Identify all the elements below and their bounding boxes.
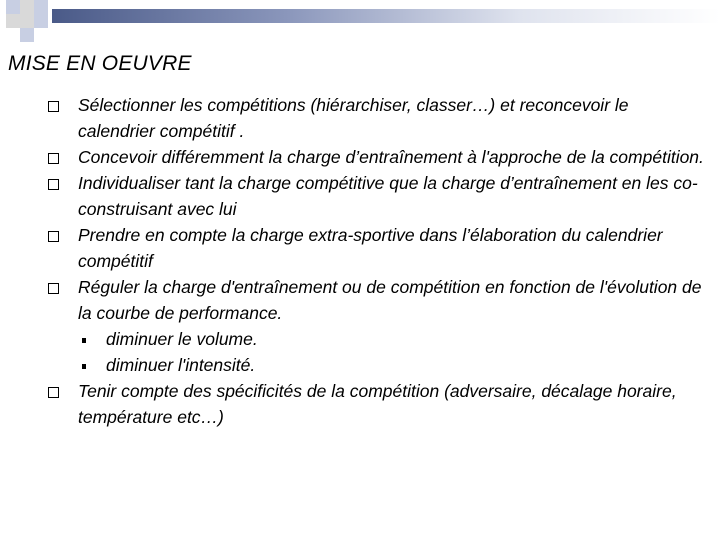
deco-square <box>20 14 34 28</box>
deco-square <box>34 14 48 28</box>
slide-title: MISE EN OEUVRE <box>8 52 192 75</box>
sub-list-item-text: diminuer l'intensité. <box>106 355 256 375</box>
list-item-text: Tenir compte des spécificités de la compétition (adversaire, décalage horaire, température etc…) <box>78 381 677 427</box>
sub-list-item-text: diminuer le volume. <box>106 329 258 349</box>
bullet-list <box>44 92 704 430</box>
header-decoration <box>0 0 720 40</box>
small-square-bullet-icon <box>82 338 86 343</box>
list-item-text: Sélectionner les compétitions (hiérarchiser, classer…) et reconcevoir le calendrier compétitif . <box>78 95 629 141</box>
list-item <box>44 378 704 430</box>
header-gradient-bar <box>52 9 720 23</box>
list-item-text: Prendre en compte la charge extra-sportive dans l’élaboration du calendrier compétitif <box>78 225 663 271</box>
sub-list-item <box>44 352 704 378</box>
sub-list-item <box>44 326 704 352</box>
deco-square <box>6 0 20 14</box>
deco-square <box>6 14 20 28</box>
hollow-square-bullet-icon <box>48 283 59 294</box>
list-item <box>44 274 704 326</box>
list-item <box>44 222 704 274</box>
hollow-square-bullet-icon <box>48 387 59 398</box>
hollow-square-bullet-icon <box>48 153 59 164</box>
small-square-bullet-icon <box>82 364 86 369</box>
deco-square <box>20 0 34 14</box>
deco-square <box>20 28 34 42</box>
deco-square <box>34 0 48 14</box>
list-item-text: Réguler la charge d'entraînement ou de compétition en fonction de l'évolution de la courbe de performance. <box>78 277 702 323</box>
list-item-text: Individualiser tant la charge compétitive que la charge d’entraînement en les co-construisant avec lui <box>78 173 698 219</box>
hollow-square-bullet-icon <box>48 231 59 242</box>
list-item <box>44 170 704 222</box>
list-item <box>44 144 704 170</box>
list-item <box>44 92 704 144</box>
hollow-square-bullet-icon <box>48 179 59 190</box>
hollow-square-bullet-icon <box>48 101 59 112</box>
list-item-text: Concevoir différemment la charge d’entraînement à l'approche de la compétition. <box>78 147 704 167</box>
